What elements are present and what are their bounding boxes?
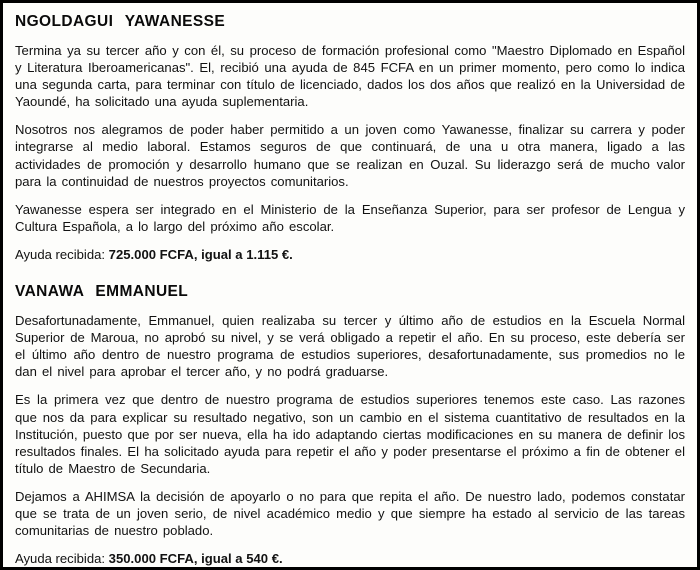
- paragraph: Yawanesse espera ser integrado en el Ministerio de la Enseñanza Superior, para ser profesor de Lengua y Cultura Española, a lo largo del próximo año escolar.: [15, 201, 685, 234]
- aid-received-amount: 350.000 FCFA, igual a 540 €.: [108, 551, 283, 567]
- paragraph: Termina ya su tercer año y con él, su proceso de formación profesional como "Maestro Diplomado en Español y Literatura Iberoamericanas". El, recibió una ayuda de 845 FCFA en un primer momento, pero como lo indica una segunda carta, para terminar con título de licenciado, dados los dos años que realizó en la Universidad de Yaoundé, ha solicitado una ayuda suplementaria.: [15, 43, 685, 110]
- aid-received-line: [15, 246, 685, 263]
- aid-received-label: Ayuda recibida:: [15, 246, 106, 262]
- aid-received-amount: 725.000 FCFA, igual a 1.115 €.: [108, 246, 293, 262]
- paragraph: Nosotros nos alegramos de poder haber permitido a un joven como Yawanesse, finalizar su carrera y poder integrarse al medio laboral. Estamos seguros de que continuará, de una u otra manera, ligado a las actividades de promoción y desarrollo humano que se realizan en Ouzal. Su liderazgo será de mucho valor para la continuidad de nuestros proyectos comunitarios.: [15, 122, 685, 189]
- paragraph: Dejamos a AHIMSA la decisión de apoyarlo o no para que repita el año. De nuestro lado, podemos constatar que se trata de un joven serio, de nivel académico medio y que siempre ha estado al servicio de las tareas comunitarias de nuestro poblado.: [15, 488, 685, 539]
- aid-received-label: Ayuda recibida:: [15, 551, 106, 567]
- paragraph: Desafortunadamente, Emmanuel, quien realizaba su tercer y último año de estudios en la Escuela Normal Superior de Maroua, no aprobó su nivel, y se verá obligado a repetir el año. En su proceso, este debería ser el último año dentro de nuestro programa de estudios superiores, desafortunadamente, sus promedios no le dan el nivel para aprobar el tercer año, y no podrá graduarse.: [15, 313, 685, 380]
- section-heading-ngoldagui-yawanesse: NGOLDAGUI YAWANESSE: [15, 13, 226, 30]
- aid-received-line: [15, 550, 685, 567]
- section-heading-vanawa-emmanuel: VANAWA EMMANUEL: [15, 283, 189, 301]
- paragraph: Es la primera vez que dentro de nuestro programa de estudios superiores tenemos este caso. Las razones que nos da para explicar su resultado negativo, son un cambio en el sistema cuantitativo de resultados en la Institución, puesto que por ser nueva, ella ha ido adaptando ciertas modificaciones en su manera de definir los resultados finales. El ha solicitado ayuda para repetir el año y poder presentarse el próximo a fin de obtener el título de Maestro de Secundaria.: [15, 392, 685, 476]
